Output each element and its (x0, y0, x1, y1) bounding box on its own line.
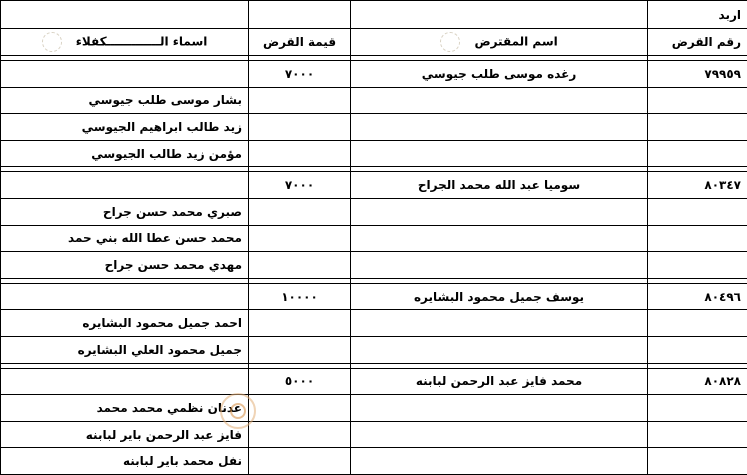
empty-borrower-cell (351, 252, 648, 279)
empty-number-cell (648, 336, 747, 363)
empty-amount-cell (249, 140, 351, 167)
top-cell-borrower (351, 1, 648, 29)
empty-amount-cell (249, 395, 351, 422)
loan-amount: ٧٠٠٠ (249, 61, 351, 88)
empty-number-cell (648, 87, 747, 114)
empty-number-cell (648, 421, 747, 448)
city-label: اربد (648, 1, 747, 29)
empty-amount-cell (249, 336, 351, 363)
guarantor-row (1, 140, 747, 167)
guarantor-row (1, 114, 747, 141)
loan-amount: ٧٠٠٠ (249, 172, 351, 199)
header-amount: قيمة القرض (249, 29, 351, 56)
guarantor-row (1, 421, 747, 448)
borrower-name: سوميا عبد الله محمد الجراح (351, 172, 648, 199)
guarantor-row (1, 395, 747, 422)
header-loan-number (648, 29, 747, 56)
empty-amount-cell (249, 252, 351, 279)
empty-borrower-cell (351, 87, 648, 114)
header-loan-number-text: رقم القرض (672, 35, 741, 49)
empty-number-cell (648, 395, 747, 422)
guarantor-name: مهدي محمد حسن جراح (1, 252, 249, 279)
empty-amount-cell (249, 448, 351, 475)
guarantor-row (1, 87, 747, 114)
header-row (1, 29, 747, 56)
header-guarantors (1, 29, 249, 56)
empty-borrower-cell (351, 448, 648, 475)
top-cell-amount (249, 1, 351, 29)
borrower-name: يوسف جميل محمود البشايره (351, 283, 648, 310)
empty-amount-cell (249, 114, 351, 141)
top-cell-guarantors (1, 1, 249, 29)
empty-amount-cell (249, 87, 351, 114)
guarantor-name: فايز عبد الرحمن باير لبابنه (1, 421, 249, 448)
guarantor-name: جميل محمود العلي البشايره (1, 336, 249, 363)
guarantor-cell (1, 172, 249, 199)
empty-number-cell (648, 114, 747, 141)
watermark-logo-icon (440, 32, 460, 52)
empty-borrower-cell (351, 336, 648, 363)
empty-number-cell (648, 252, 747, 279)
guarantor-name: بشار موسى طلب جيوسي (1, 87, 249, 114)
loan-row (1, 368, 747, 395)
stamp-icon (220, 393, 256, 429)
header-borrower-text: اسم المقترض (474, 35, 557, 49)
loan-amount: ١٠٠٠٠ (249, 283, 351, 310)
empty-amount-cell (249, 421, 351, 448)
empty-number-cell (648, 448, 747, 475)
guarantor-name: زيد طالب ابراهيم الجيوسي (1, 114, 249, 141)
empty-number-cell (648, 310, 747, 337)
guarantor-cell (1, 283, 249, 310)
empty-borrower-cell (351, 140, 648, 167)
header-guarantors-text: اسماء الـــــــــــــكفلاء (76, 35, 208, 49)
loan-amount: ٥٠٠٠ (249, 368, 351, 395)
loan-number: ٨٠٨٢٨ (648, 368, 747, 395)
loan-number: ٨٠٣٤٧ (648, 172, 747, 199)
empty-amount-cell (249, 225, 351, 252)
empty-amount-cell (249, 198, 351, 225)
watermark-logo-icon (42, 32, 62, 52)
guarantor-row (1, 198, 747, 225)
loan-row (1, 61, 747, 88)
guarantor-name: احمد جميل محمود البشايره (1, 310, 249, 337)
guarantor-cell (1, 61, 249, 88)
loan-row (1, 283, 747, 310)
guarantor-name: نفل محمد باير لبابنه (1, 448, 249, 475)
guarantor-cell (1, 368, 249, 395)
guarantor-name: عدنان نظمي محمد محمد (1, 395, 249, 422)
empty-number-cell (648, 198, 747, 225)
guarantor-row (1, 310, 747, 337)
borrower-name: رغده موسى طلب جيوسي (351, 61, 648, 88)
guarantor-row (1, 448, 747, 475)
empty-number-cell (648, 225, 747, 252)
empty-borrower-cell (351, 421, 648, 448)
guarantor-row (1, 336, 747, 363)
guarantor-name: صبري محمد حسن جراح (1, 198, 249, 225)
empty-borrower-cell (351, 198, 648, 225)
empty-borrower-cell (351, 395, 648, 422)
top-row (1, 1, 747, 29)
loan-row (1, 172, 747, 199)
empty-borrower-cell (351, 225, 648, 252)
guarantor-name: محمد حسن عطا الله بني حمد (1, 225, 249, 252)
loan-number: ٧٩٩٥٩ (648, 61, 747, 88)
loan-number: ٨٠٤٩٦ (648, 283, 747, 310)
guarantor-name: مؤمن زيد طالب الجيوسي (1, 140, 249, 167)
empty-number-cell (648, 140, 747, 167)
guarantor-row (1, 252, 747, 279)
empty-borrower-cell (351, 114, 648, 141)
empty-borrower-cell (351, 310, 648, 337)
header-borrower (351, 29, 648, 56)
borrower-name: محمد فايز عبد الرحمن لبابنه (351, 368, 648, 395)
empty-amount-cell (249, 310, 351, 337)
guarantor-row (1, 225, 747, 252)
